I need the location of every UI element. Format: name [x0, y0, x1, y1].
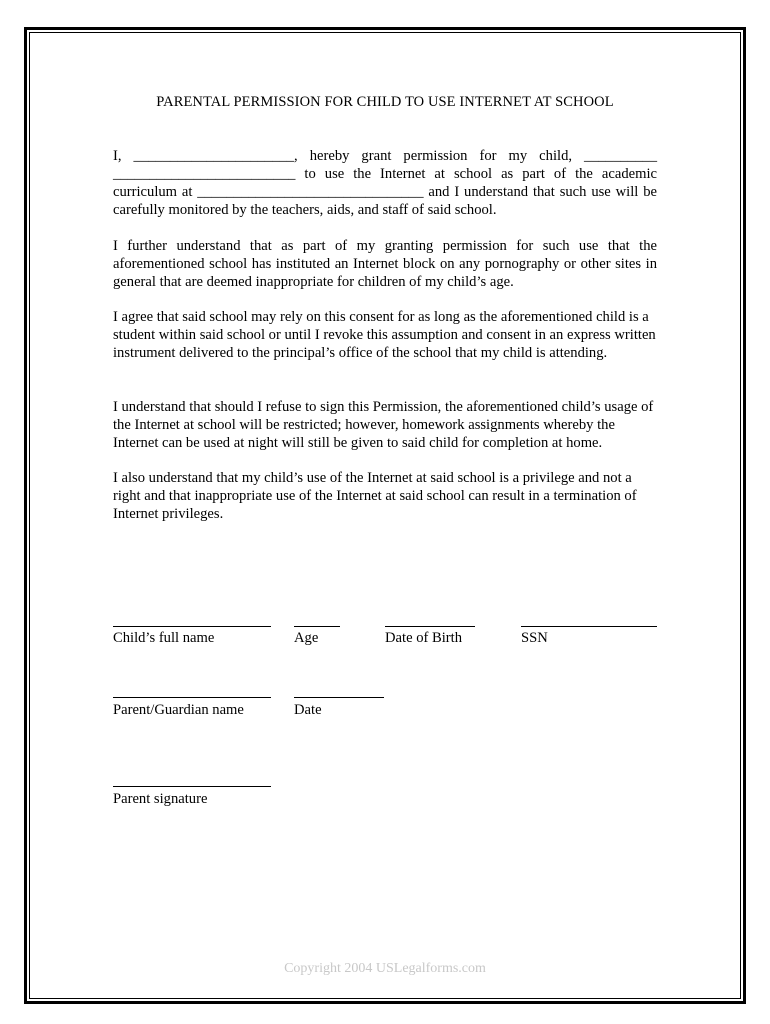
paragraph-refusal: I understand that should I refuse to sign this Permission, the aforementioned child’s usage of the Internet at school will be restricted; however, homework assignments whereby the Internet can be used at night will still be given to said child for completion at home. [113, 399, 654, 451]
child-name-label: Child’s full name [113, 630, 215, 646]
ssn-line[interactable] [521, 626, 657, 627]
document-title: PARENTAL PERMISSION FOR CHILD TO USE INTERNET AT SCHOOL [156, 94, 614, 110]
age-line[interactable] [294, 626, 340, 627]
paragraph-consent-duration: I agree that said school may rely on this consent for as long as the aforementioned child is a student within said school or until I revoke this assumption and consent in an express written instrument delivered to the principal’s office of the school that my child is attending. [113, 309, 656, 361]
copyright-footer: Copyright 2004 USLegalforms.com [284, 961, 486, 976]
date-label: Date [294, 702, 322, 718]
date-of-birth-label: Date of Birth [385, 630, 463, 646]
paragraph-grant-permission: I, ______________________, hereby grant permission for my child, __________ _________________________ to use the Internet at school as part of the academic curriculum at _______________________________ and I understand that such use will be carefully monitored by the teachers, aids, and staff of said school. [113, 148, 657, 218]
age-label: Age [294, 630, 319, 646]
parent-guardian-name-label: Parent/Guardian name [113, 702, 244, 718]
parent-signature-line[interactable] [113, 786, 271, 787]
ssn-label: SSN [521, 630, 548, 646]
parent-guardian-name-line[interactable] [113, 697, 271, 698]
paragraph-internet-block: I further understand that as part of my granting permission for such use that the aforementioned school has instituted an Internet block on any pornography or other sites in general that are deemed inappropriate for children of my child’s age. [113, 238, 657, 290]
parent-signature-label: Parent signature [113, 791, 208, 807]
date-of-birth-line[interactable] [385, 626, 475, 627]
paragraph-privilege: I also understand that my child’s use of the Internet at said school is a privilege and not a right and that inappropriate use of the Internet at said school can result in a termination of Internet privileges. [113, 470, 637, 522]
date-line[interactable] [294, 697, 384, 698]
child-name-line[interactable] [113, 626, 271, 627]
